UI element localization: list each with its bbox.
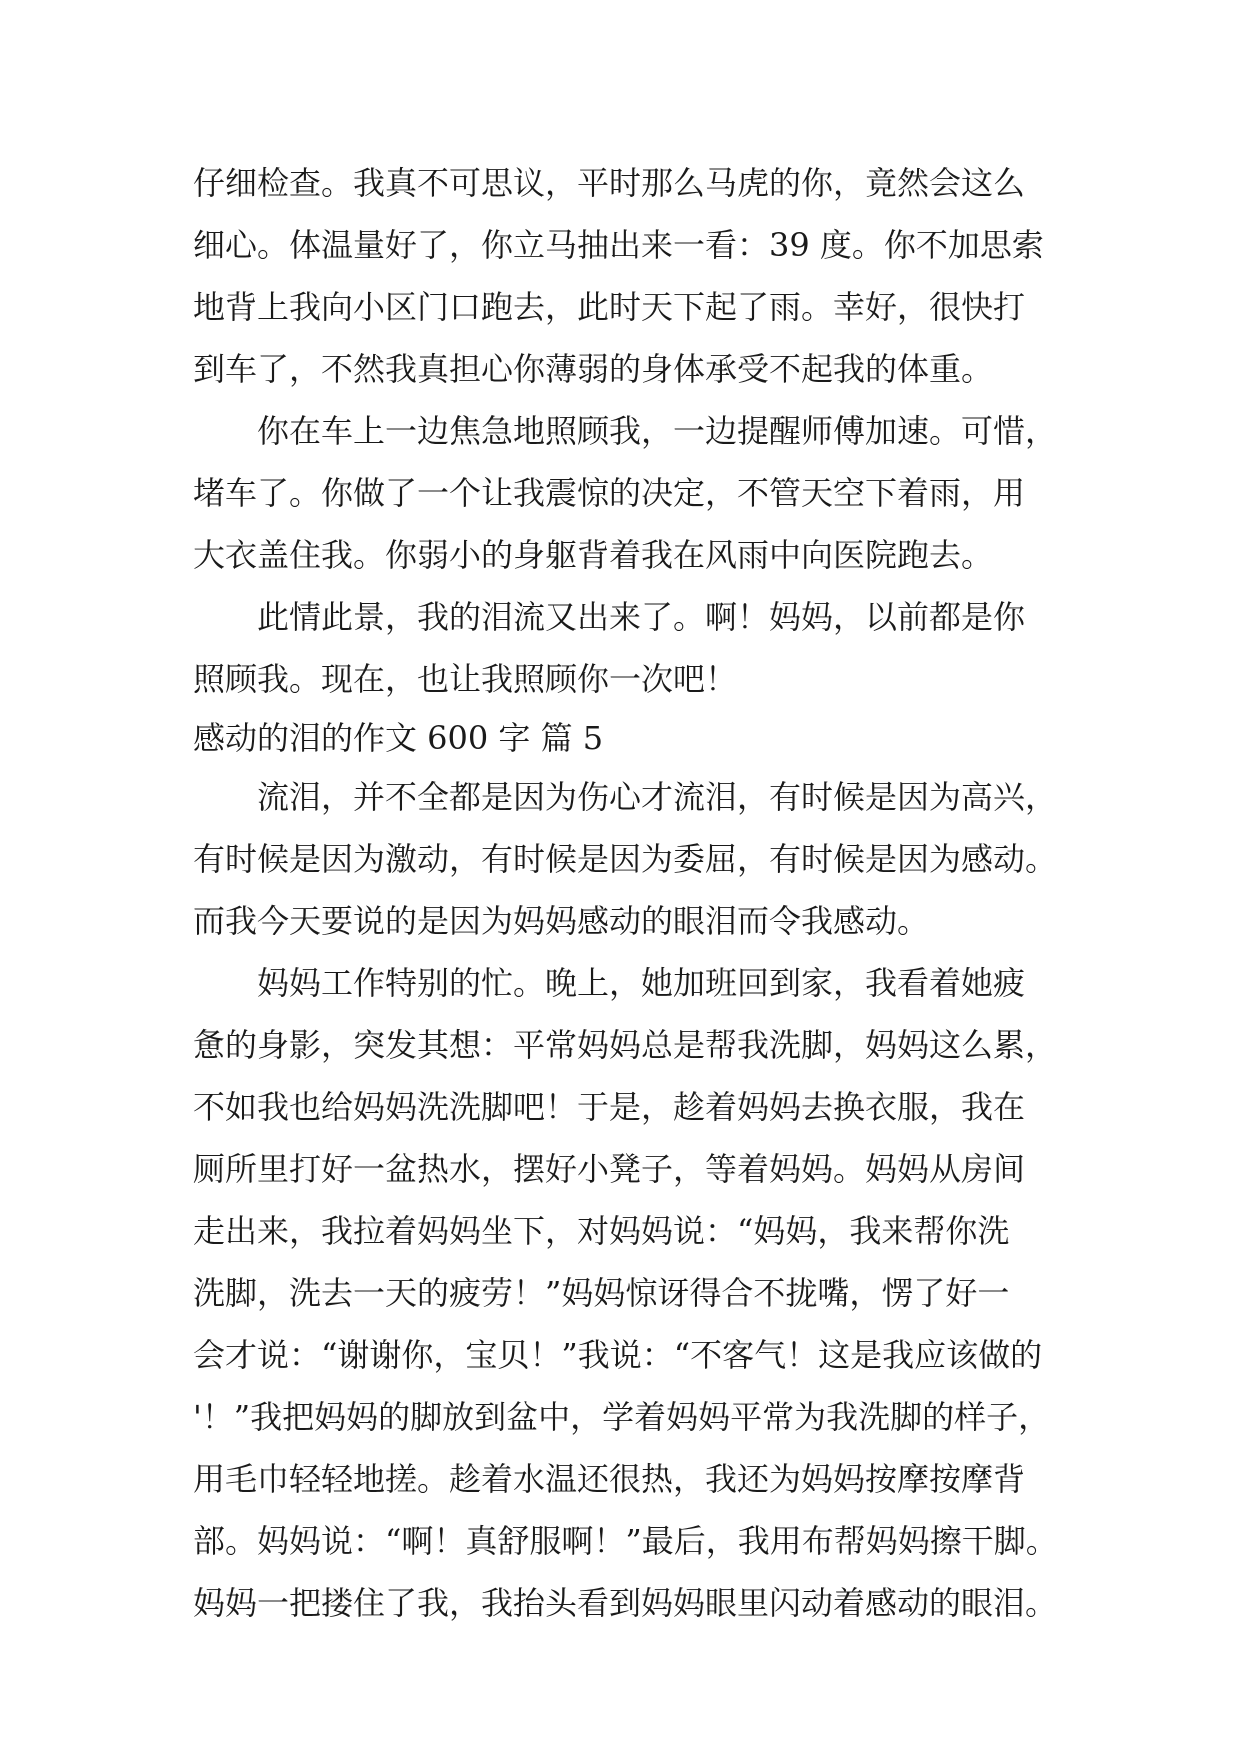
text-line: 堵车了。你做了一个让我震惊的决定，不管天空下着雨，用 xyxy=(193,474,1026,512)
text-line: 妈妈工作特别的忙。晚上，她加班回到家，我看着她疲 xyxy=(257,964,1026,1002)
text-line: 而我今天要说的是因为妈妈感动的眼泪而令我感动。 xyxy=(193,902,930,940)
text-line: 有时候是因为激动，有时候是因为委屈，有时候是因为感动。 xyxy=(193,840,1058,878)
text-line: 用毛巾轻轻地搓。趁着水温还很热，我还为妈妈按摩按摩背 xyxy=(193,1460,1026,1498)
text-line: '！”我把妈妈的脚放到盆中，学着妈妈平常为我洗脚的样子， xyxy=(193,1398,1051,1436)
text-line: 到车了，不然我真担心你薄弱的身体承受不起我的体重。 xyxy=(193,350,994,388)
text-line: 细心。体温量好了，你立马抽出来一看：39 度。你不加思索 xyxy=(193,226,1044,264)
text-line: 部。妈妈说：“啊！真舒服啊！”最后，我用布帮妈妈擦干脚。 xyxy=(193,1522,1058,1560)
text-line: 走出来，我拉着妈妈坐下，对妈妈说：“妈妈，我来帮你洗 xyxy=(193,1212,1010,1250)
text-line: 大衣盖住我。你弱小的身躯背着我在风雨中向医院跑去。 xyxy=(193,536,994,574)
paragraph-3 xyxy=(193,586,1073,710)
section-heading: 感动的泪的作文 600 字 篇 5 xyxy=(193,719,604,757)
text-line: 妈妈一把搂住了我，我抬头看到妈妈眼里闪动着感动的眼泪。 xyxy=(193,1584,1058,1622)
text-line: 仔细检查。我真不可思议，平时那么马虎的你，竟然会这么 xyxy=(193,164,1026,202)
text-line: 照顾我。现在，也让我照顾你一次吧！ xyxy=(193,660,738,698)
paragraph-4 xyxy=(193,766,1073,952)
paragraph-5 xyxy=(193,952,1073,1634)
text-line: 厕所里打好一盆热水，摆好小凳子，等着妈妈。妈妈从房间 xyxy=(193,1150,1026,1188)
text-line: 会才说：“谢谢你，宝贝！”我说：“不客气！这是我应该做的 xyxy=(193,1336,1043,1374)
text-line: 惫的身影，突发其想：平常妈妈总是帮我洗脚，妈妈这么累， xyxy=(193,1026,1058,1064)
text-line: 此情此景，我的泪流又出来了。啊！妈妈，以前都是你 xyxy=(257,598,1026,636)
text-line: 你在车上一边焦急地照顾我，一边提醒师傅加速。可惜， xyxy=(257,412,1058,450)
text-line: 不如我也给妈妈洗洗脚吧！于是，趁着妈妈去换衣服，我在 xyxy=(193,1088,1026,1126)
paragraph-1 xyxy=(193,152,1073,400)
text-line: 地背上我向小区门口跑去，此时天下起了雨。幸好，很快打 xyxy=(193,288,1026,326)
paragraph-2 xyxy=(193,400,1073,586)
text-line: 洗脚，洗去一天的疲劳！”妈妈惊讶得合不拢嘴，愣了好一 xyxy=(193,1274,1010,1312)
text-line: 流泪，并不全都是因为伤心才流泪，有时候是因为高兴， xyxy=(257,778,1058,816)
document-body xyxy=(193,152,1073,1634)
